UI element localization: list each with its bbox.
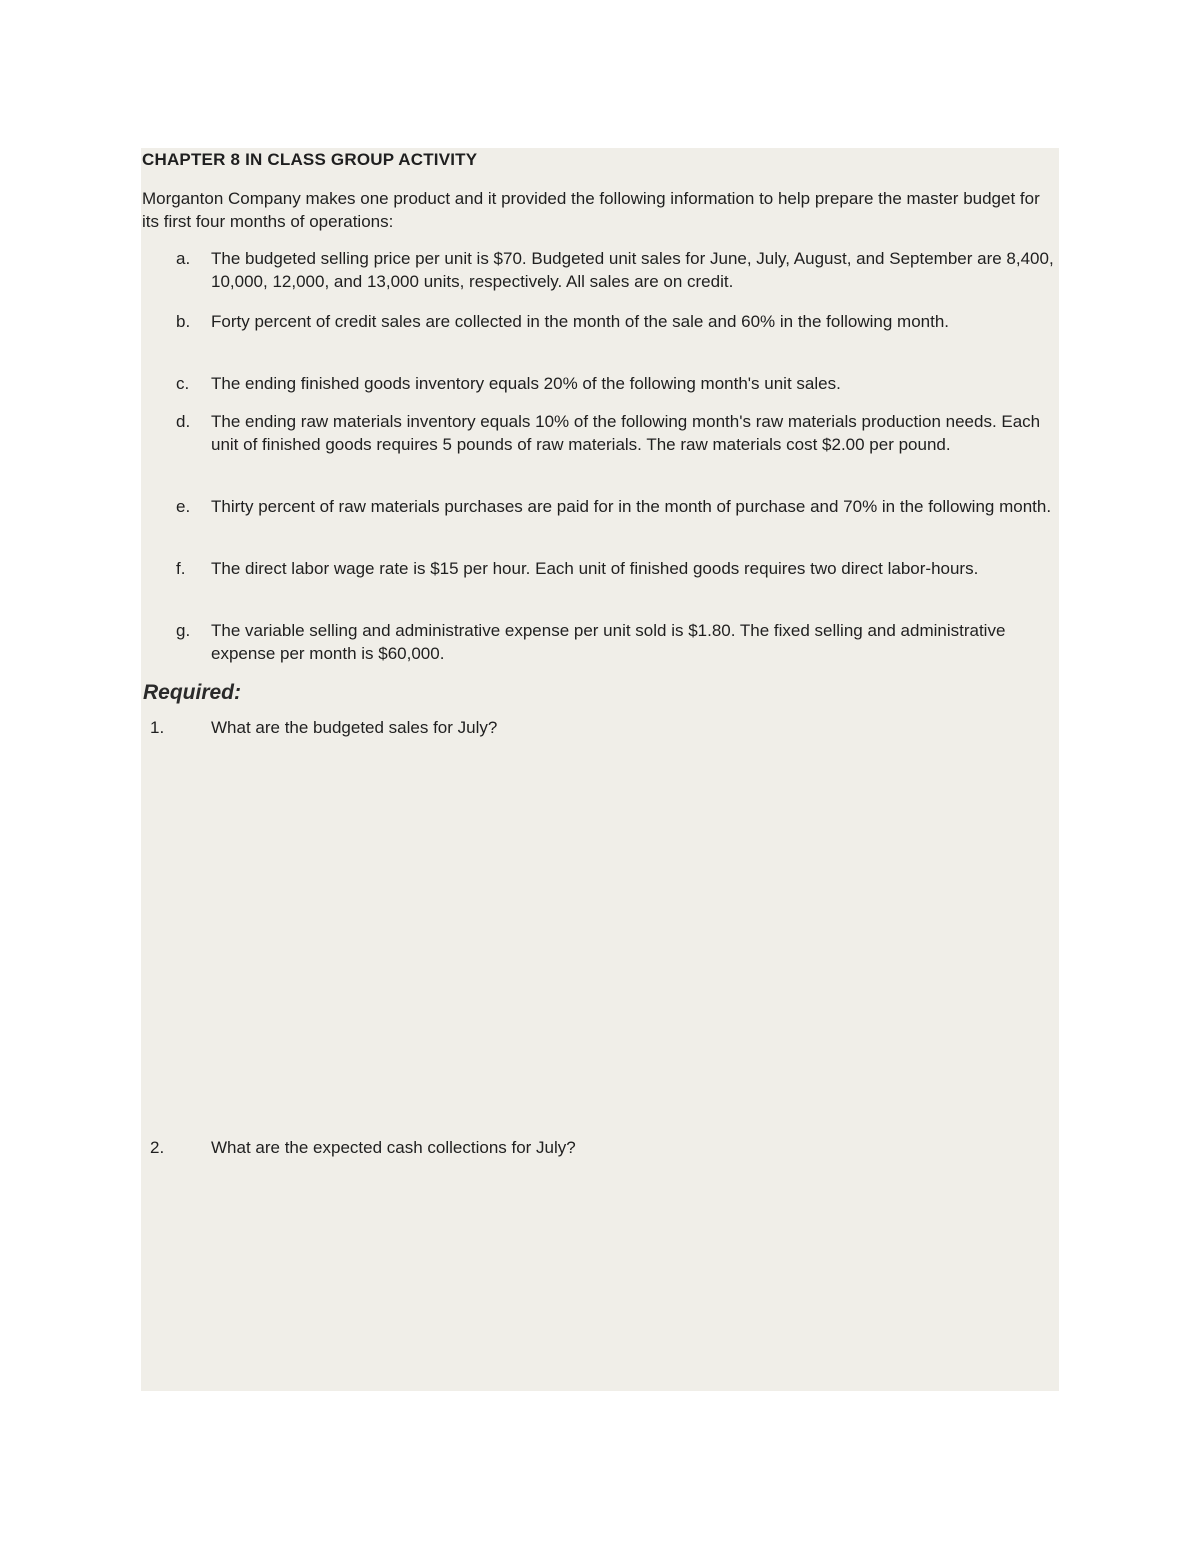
document-background-bottom bbox=[141, 665, 1059, 1391]
list-item-text: The ending raw materials inventory equals 10% of the following month's raw materials production needs. Each unit of finished goods requires 5 pounds of raw materials. The raw materials cost $2.00 per pound. bbox=[211, 412, 1041, 454]
question-text: What are the budgeted sales for July? bbox=[211, 718, 498, 737]
list-item-letter: a. bbox=[176, 249, 191, 268]
list-item-text: The direct labor wage rate is $15 per hour. Each unit of finished goods requires two direct labor-hours. bbox=[211, 559, 979, 578]
list-item-letter: f. bbox=[176, 559, 186, 578]
list-item-text: Thirty percent of raw materials purchases are paid for in the month of purchase and 70% in the following month. bbox=[211, 497, 1052, 516]
list-item-text: The variable selling and administrative expense per unit sold is $1.80. The fixed selling and administrative expense per month is $60,000. bbox=[211, 621, 1006, 663]
list-item-text: The budgeted selling price per unit is $70. Budgeted unit sales for June, July, August, and September are 8,400, 10,000, 12,000, and 13,000 units, respectively. All sales are on credit. bbox=[211, 249, 1054, 291]
list-item-text: Forty percent of credit sales are collected in the month of the sale and 60% in the following month. bbox=[211, 312, 950, 331]
document-title: CHAPTER 8 IN CLASS GROUP ACTIVITY bbox=[142, 150, 478, 169]
question-number: 1. bbox=[150, 718, 165, 737]
list-item-letter: g. bbox=[176, 621, 191, 640]
question-text: What are the expected cash collections for July? bbox=[211, 1138, 576, 1157]
list-item-letter: e. bbox=[176, 497, 191, 516]
list-item-letter: d. bbox=[176, 412, 191, 431]
list-item-letter: c. bbox=[176, 374, 190, 393]
question-number: 2. bbox=[150, 1138, 165, 1157]
list-item-letter: b. bbox=[176, 312, 191, 331]
list-item-text: The ending finished goods inventory equals 20% of the following month's unit sales. bbox=[211, 374, 841, 393]
required-heading: Required: bbox=[143, 681, 242, 704]
intro-paragraph: Morganton Company makes one product and it provided the following information to help prepare the master budget for its first four months of operations: bbox=[142, 189, 1040, 231]
